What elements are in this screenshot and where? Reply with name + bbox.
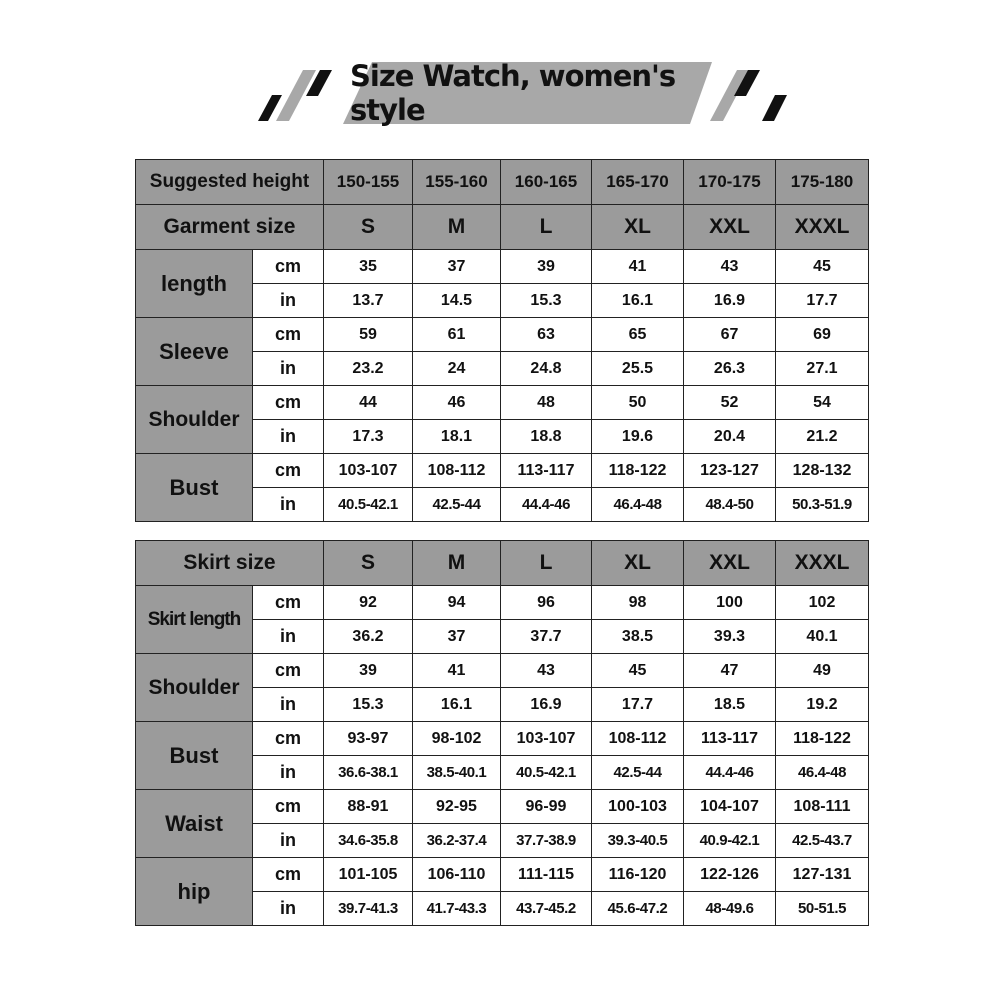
size-header: S [324, 205, 413, 250]
size-header: L [501, 205, 592, 250]
size-header: XXL [684, 205, 776, 250]
size-header: M [413, 541, 501, 586]
value-cell: 39.7-41.3 [324, 892, 413, 926]
value-cell: 46.4-48 [776, 756, 869, 790]
value-cell: 111-115 [501, 858, 592, 892]
value-cell: 15.3 [501, 284, 592, 318]
table-row [136, 722, 869, 756]
value-cell: 23.2 [324, 352, 413, 386]
unit-label: in [253, 688, 324, 722]
title-banner [0, 0, 1000, 140]
unit-label: in [253, 756, 324, 790]
value-cell: 118-122 [592, 454, 684, 488]
unit-label: in [253, 352, 324, 386]
value-cell: 61 [413, 318, 501, 352]
unit-label: in [253, 284, 324, 318]
value-cell: 21.2 [776, 420, 869, 454]
unit-label: cm [253, 858, 324, 892]
value-cell: 17.7 [592, 688, 684, 722]
value-cell: 18.1 [413, 420, 501, 454]
value-cell: 96-99 [501, 790, 592, 824]
value-cell: 41 [413, 654, 501, 688]
value-cell: 50.3-51.9 [776, 488, 869, 522]
value-cell: 113-117 [684, 722, 776, 756]
value-cell: 16.9 [501, 688, 592, 722]
unit-label: in [253, 620, 324, 654]
value-cell: 128-132 [776, 454, 869, 488]
value-cell: 100-103 [592, 790, 684, 824]
value-cell: 45 [776, 250, 869, 284]
height-range: 155-160 [413, 160, 501, 205]
value-cell: 26.3 [684, 352, 776, 386]
value-cell: 14.5 [413, 284, 501, 318]
value-cell: 65 [592, 318, 684, 352]
garment-size-table [135, 159, 869, 522]
value-cell: 46 [413, 386, 501, 420]
value-cell: 50-51.5 [776, 892, 869, 926]
table-row [136, 386, 869, 420]
value-cell: 93-97 [324, 722, 413, 756]
value-cell: 37.7-38.9 [501, 824, 592, 858]
value-cell: 96 [501, 586, 592, 620]
size-header: S [324, 541, 413, 586]
table-row [136, 790, 869, 824]
table-row [136, 858, 869, 892]
value-cell: 27.1 [776, 352, 869, 386]
value-cell: 52 [684, 386, 776, 420]
value-cell: 41.7-43.3 [413, 892, 501, 926]
skirt-size-row [136, 541, 869, 586]
table-row [136, 586, 869, 620]
measurement-label: Waist [136, 790, 253, 858]
value-cell: 113-117 [501, 454, 592, 488]
value-cell: 13.7 [324, 284, 413, 318]
value-cell: 108-112 [413, 454, 501, 488]
garment-size-label: Garment size [136, 205, 324, 250]
measurement-label: Sleeve [136, 318, 253, 386]
value-cell: 16.9 [684, 284, 776, 318]
value-cell: 106-110 [413, 858, 501, 892]
unit-label: cm [253, 654, 324, 688]
value-cell: 48.4-50 [684, 488, 776, 522]
table-row [136, 318, 869, 352]
skirt-size-label: Skirt size [136, 541, 324, 586]
size-header: XL [592, 205, 684, 250]
value-cell: 103-107 [501, 722, 592, 756]
value-cell: 35 [324, 250, 413, 284]
value-cell: 108-111 [776, 790, 869, 824]
value-cell: 69 [776, 318, 869, 352]
measurement-label: length [136, 250, 253, 318]
value-cell: 40.9-42.1 [684, 824, 776, 858]
value-cell: 24 [413, 352, 501, 386]
value-cell: 17.7 [776, 284, 869, 318]
value-cell: 48-49.6 [684, 892, 776, 926]
value-cell: 18.5 [684, 688, 776, 722]
value-cell: 92-95 [413, 790, 501, 824]
value-cell: 50 [592, 386, 684, 420]
measurement-label: Bust [136, 454, 253, 522]
value-cell: 63 [501, 318, 592, 352]
value-cell: 19.6 [592, 420, 684, 454]
value-cell: 44.4-46 [501, 488, 592, 522]
value-cell: 36.2-37.4 [413, 824, 501, 858]
unit-label: cm [253, 454, 324, 488]
value-cell: 37.7 [501, 620, 592, 654]
value-cell: 38.5-40.1 [413, 756, 501, 790]
value-cell: 48 [501, 386, 592, 420]
value-cell: 47 [684, 654, 776, 688]
value-cell: 40.1 [776, 620, 869, 654]
value-cell: 108-112 [592, 722, 684, 756]
measurement-label: hip [136, 858, 253, 926]
size-header: XXL [684, 541, 776, 586]
table-row [136, 250, 869, 284]
value-cell: 36.6-38.1 [324, 756, 413, 790]
value-cell: 102 [776, 586, 869, 620]
value-cell: 39.3-40.5 [592, 824, 684, 858]
garment-size-row [136, 205, 869, 250]
unit-label: cm [253, 386, 324, 420]
height-label: Suggested height [136, 160, 324, 205]
value-cell: 116-120 [592, 858, 684, 892]
unit-label: cm [253, 250, 324, 284]
value-cell: 42.5-44 [592, 756, 684, 790]
value-cell: 101-105 [324, 858, 413, 892]
value-cell: 18.8 [501, 420, 592, 454]
unit-label: cm [253, 790, 324, 824]
measurement-label: Skirt length [136, 586, 253, 654]
size-header: XXXL [776, 205, 869, 250]
value-cell: 43 [684, 250, 776, 284]
value-cell: 40.5-42.1 [501, 756, 592, 790]
value-cell: 15.3 [324, 688, 413, 722]
height-range: 160-165 [501, 160, 592, 205]
value-cell: 39 [324, 654, 413, 688]
height-range: 165-170 [592, 160, 684, 205]
value-cell: 45.6-47.2 [592, 892, 684, 926]
unit-label: cm [253, 722, 324, 756]
measurement-label: Shoulder [136, 654, 253, 722]
value-cell: 37 [413, 620, 501, 654]
value-cell: 37 [413, 250, 501, 284]
value-cell: 43 [501, 654, 592, 688]
size-header: XL [592, 541, 684, 586]
value-cell: 54 [776, 386, 869, 420]
value-cell: 16.1 [592, 284, 684, 318]
value-cell: 39.3 [684, 620, 776, 654]
value-cell: 40.5-42.1 [324, 488, 413, 522]
value-cell: 43.7-45.2 [501, 892, 592, 926]
unit-label: in [253, 488, 324, 522]
value-cell: 36.2 [324, 620, 413, 654]
size-header: XXXL [776, 541, 869, 586]
value-cell: 19.2 [776, 688, 869, 722]
value-cell: 38.5 [592, 620, 684, 654]
measurement-label: Bust [136, 722, 253, 790]
table-row [136, 454, 869, 488]
value-cell: 88-91 [324, 790, 413, 824]
value-cell: 41 [592, 250, 684, 284]
height-range: 175-180 [776, 160, 869, 205]
value-cell: 67 [684, 318, 776, 352]
measurement-label: Shoulder [136, 386, 253, 454]
page-title: Size Watch, women's style [350, 59, 676, 127]
value-cell: 42.5-43.7 [776, 824, 869, 858]
value-cell: 104-107 [684, 790, 776, 824]
value-cell: 98-102 [413, 722, 501, 756]
value-cell: 123-127 [684, 454, 776, 488]
value-cell: 44.4-46 [684, 756, 776, 790]
value-cell: 34.6-35.8 [324, 824, 413, 858]
value-cell: 44 [324, 386, 413, 420]
right-stripe-dark-small [762, 95, 787, 121]
table-row [136, 654, 869, 688]
unit-label: in [253, 892, 324, 926]
unit-label: in [253, 420, 324, 454]
height-row [136, 160, 869, 205]
value-cell: 94 [413, 586, 501, 620]
value-cell: 24.8 [501, 352, 592, 386]
value-cell: 16.1 [413, 688, 501, 722]
value-cell: 100 [684, 586, 776, 620]
value-cell: 39 [501, 250, 592, 284]
value-cell: 127-131 [776, 858, 869, 892]
value-cell: 42.5-44 [413, 488, 501, 522]
value-cell: 45 [592, 654, 684, 688]
unit-label: cm [253, 586, 324, 620]
value-cell: 20.4 [684, 420, 776, 454]
size-header: M [413, 205, 501, 250]
unit-label: in [253, 824, 324, 858]
skirt-size-table [135, 540, 869, 926]
value-cell: 92 [324, 586, 413, 620]
value-cell: 59 [324, 318, 413, 352]
value-cell: 118-122 [776, 722, 869, 756]
unit-label: cm [253, 318, 324, 352]
size-header: L [501, 541, 592, 586]
value-cell: 103-107 [324, 454, 413, 488]
value-cell: 49 [776, 654, 869, 688]
height-range: 170-175 [684, 160, 776, 205]
value-cell: 17.3 [324, 420, 413, 454]
value-cell: 25.5 [592, 352, 684, 386]
value-cell: 46.4-48 [592, 488, 684, 522]
value-cell: 122-126 [684, 858, 776, 892]
value-cell: 98 [592, 586, 684, 620]
height-range: 150-155 [324, 160, 413, 205]
